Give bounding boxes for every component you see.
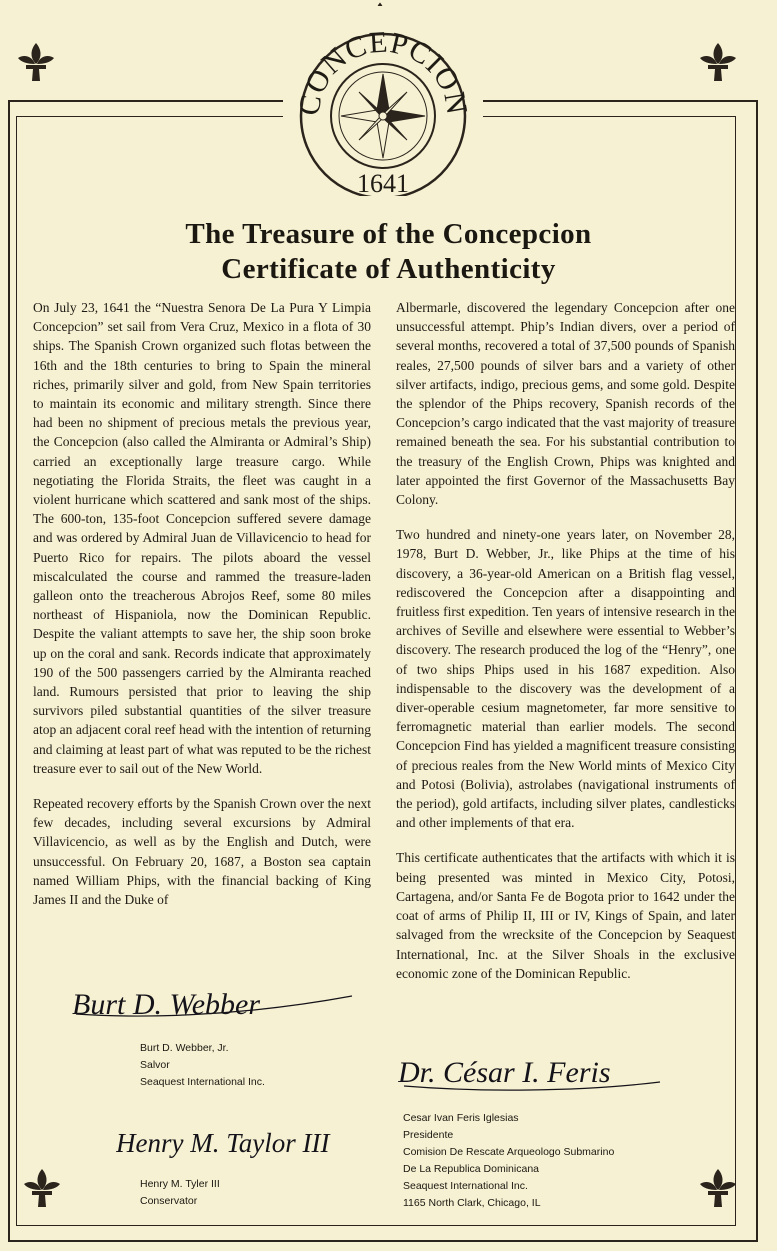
webber-caption bbox=[140, 1040, 265, 1091]
fleur-de-lis-icon bbox=[20, 1166, 64, 1210]
body-paragraph: On July 23, 1641 the “Nuestra Senora De La Pura Y Limpia Concepcion” set sail from Vera Cruz, Mexico in a flota of 30 ships. The Spanish Crown organized such flotas between the 16th and the 18th centuries to bring to Spain the mineral riches, primarily silver and gold, from New Spain territories to maintain its economic and military strength. Since there had been no shipment of precious metals the previous year, the Concepcion (also called the Almiranta or Admiral’s Ship) carried an exceptionally large treasure cargo. While negotiating the Florida Straits, the fleet was caught in a violent hurricane which scattered and sank most of the ships. The 600-ton, 135-foot Concepcion suffered severe damage and was ordered by Admiral Juan de Villavicencio to head for Puerto Rico for repairs. The pilots aboard the vessel miscalculated the course and rammed the treasure-laden galleon onto the treacherous Abrojos Reef, some 80 miles northeast of Hispaniola, now the Dominican Republic. Despite the valiant attempts to save her, the ship soon broke up on the coral and sank. Records indicate that approximately 190 of the 500 passengers carried by the Almiranta reached land. Rumours persisted that prior to leaving the ship survivors piled substantial quantities of the silver treasure atop an adjacent coral reef head with the intention of returning and claiming at least part of what was reputed to be the richest treasure ever to sail out of the New World. bbox=[33, 300, 371, 776]
signatory-org: Comision De Rescate Arqueologo Submarino bbox=[403, 1146, 615, 1158]
signatory-role: Presidente bbox=[403, 1129, 454, 1141]
fleur-de-lis-icon bbox=[696, 40, 740, 84]
signatory-name: Henry M. Tyler III bbox=[140, 1178, 220, 1190]
svg-text:Henry M. Taylor III: Henry M. Taylor III bbox=[116, 1128, 330, 1158]
signatory-org: Seaquest International Inc. bbox=[403, 1180, 528, 1192]
body-paragraph: Two hundred and ninety-one years later, on November 28, 1978, Burt D. Webber, Jr., like Phips at the time of his discovery, a 36-year-old American on a British flag vessel, rediscovered the Concepcion after a disappointing and fruitless first expedition. Ten years of intensive research in the archives of Seville and elsewhere were essential to Webber’s discovery. The research produced the log of the “Henry”, one of two ships Phips used in his 1687 expedition. Also indispensable to the discovery was the development of a diver-operable cesium magnetometer, far more sensitive to ferromagnetic material than earlier models. The second Concepcion Find has yielded a magnificent treasure consisting of precious reales from the New World mints of Mexico City and Potosi (Bolivia), astrolabes (navigational instruments of the period), gold artifacts, including silver plates, candlesticks and other implements of that era. bbox=[396, 527, 735, 831]
fleur-de-lis-icon bbox=[696, 1166, 740, 1210]
signatory-role: Conservator bbox=[140, 1195, 198, 1207]
tyler-caption bbox=[140, 1176, 220, 1210]
page-title: The Treasure of the Concepcion bbox=[185, 218, 592, 250]
webber-signature bbox=[72, 984, 372, 1024]
signatory-org: Seaquest International Inc. bbox=[140, 1076, 265, 1088]
seal-year: 1641 bbox=[357, 169, 409, 196]
body-paragraph: Repeated recovery efforts by the Spanish Crown over the next few decades, including several excursions by Admiral Villavicencio, as well as by the English and Dutch, were unsuccessful. On February 20, 1687, a Boston sea captain named William Phips, with the financial backing of King James II and the Duke of bbox=[33, 796, 371, 908]
svg-text:Dr. César I. Feris: Dr. César I. Feris bbox=[398, 1056, 611, 1089]
signatory-role: Salvor bbox=[140, 1059, 170, 1071]
body-paragraph: Albermarle, discovered the legendary Concepcion after one unsuccessful attempt. Phip’s Indian divers, over a period of several months, recovered a total of 37,500 pounds of Spanish reales, 27,500 pounds of silver bars and a variety of other silver artifacts, indigo, precious gems, and some gold. Despite the splendor of the Phips recovery, Spanish records of the Concepcion’s cargo indicated that the vast majority of treasure remained beneath the sea. For his substantial contribution to the treasury of the English Crown, Phips was knighted and later appointed the first Governor of the Massachusetts Bay Colony. bbox=[396, 300, 735, 508]
signatory-address: 1165 North Clark, Chicago, IL bbox=[403, 1197, 541, 1209]
body-paragraph: This certificate authenticates that the artifacts with which it is being presented was minted in Mexico City, Potosi, Cartagena, and/or Santa Fe de Bogota prior to 1642 under the coat of arms of Philip II, III or IV, Kings of Spain, and later salvaged from the wrecksite of the Concepcion by Seaquest International, Inc. at the Silver Shoals in the exclusive economic zone of the Dominican Republic. bbox=[396, 850, 735, 981]
seal-name: CONCEPCION bbox=[292, 25, 474, 118]
svg-text:Burt D. Webber: Burt D. Webber bbox=[72, 988, 261, 1021]
signatory-name: Cesar Ivan Feris Iglesias bbox=[403, 1112, 519, 1124]
concepcion-seal bbox=[283, 6, 483, 196]
page-subtitle: Certificate of Authenticity bbox=[221, 253, 556, 285]
signatory-name: Burt D. Webber, Jr. bbox=[140, 1042, 229, 1054]
fleur-de-lis-icon bbox=[14, 40, 58, 84]
signatory-org: De La Republica Dominicana bbox=[403, 1163, 539, 1175]
right-column bbox=[396, 298, 735, 999]
feris-caption bbox=[403, 1110, 614, 1212]
tyler-signature bbox=[116, 1120, 356, 1164]
left-column bbox=[33, 298, 371, 925]
feris-signature bbox=[398, 1046, 668, 1096]
